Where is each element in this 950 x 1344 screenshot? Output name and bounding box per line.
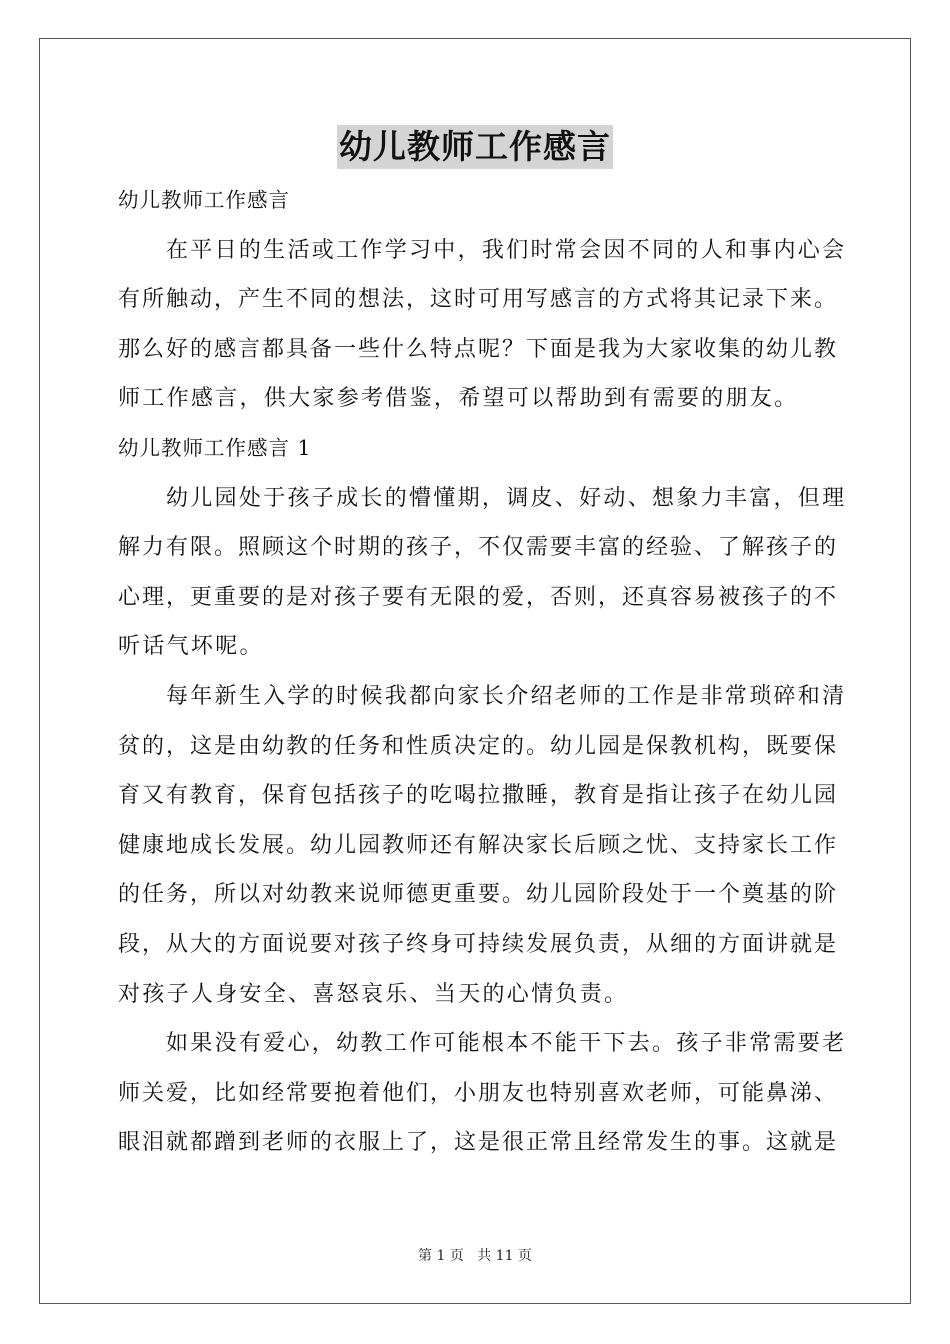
page-footer bbox=[0, 1246, 950, 1266]
text-line: 健康地成长发展。幼儿园教师还有解决家长后顾之忧、支持家长工作 bbox=[118, 832, 836, 858]
title-container bbox=[0, 125, 950, 169]
paragraph-2 bbox=[118, 672, 847, 1019]
page-total: 共 11 页 bbox=[477, 1248, 532, 1264]
text-line: 每年新生入学的时候我都向家长介绍老师的工作是非常琐碎和清 bbox=[166, 683, 847, 709]
section-heading: 幼儿教师工作感言 1 bbox=[118, 435, 312, 460]
text-line: 贫的，这是由幼教的任务和性质决定的。幼儿园是保教机构，既要保 bbox=[118, 733, 836, 759]
text-line: 对孩子人身安全、喜怒哀乐、当天的心情负责。 bbox=[118, 981, 629, 1007]
text-line: 师关爱，比如经常要抱着他们，小朋友也特别喜欢老师，可能鼻涕、 bbox=[118, 1080, 836, 1106]
text-line: 听话气坏呢。 bbox=[118, 634, 264, 660]
document-body bbox=[118, 176, 847, 1168]
text-line: 在平日的生活或工作学习中，我们时常会因不同的人和事内心会 bbox=[166, 237, 847, 263]
paragraph-1 bbox=[118, 474, 847, 672]
document-title: 幼儿教师工作感言 bbox=[337, 125, 613, 169]
text-line: 师工作感言，供大家参考借鉴，希望可以帮助到有需要的朋友。 bbox=[118, 386, 799, 412]
text-line: 幼儿园处于孩子成长的懵懂期，调皮、好动、想象力丰富，但理 bbox=[166, 485, 847, 511]
paragraph-3 bbox=[118, 1019, 847, 1168]
text-line: 段，从大的方面说要对孩子终身可持续发展负责，从细的方面讲就是 bbox=[118, 931, 836, 957]
text-line: 育又有教育，保育包括孩子的吃喝拉撒睡，教育是指让孩子在幼儿园 bbox=[118, 783, 836, 809]
document-subtitle: 幼儿教师工作感言 bbox=[118, 188, 290, 212]
text-line: 解力有限。照顾这个时期的孩子，不仅需要丰富的经验、了解孩子的 bbox=[118, 535, 836, 561]
text-line: 有所触动，产生不同的想法，这时可用写感言的方式将其记录下来。 bbox=[118, 287, 836, 313]
intro-paragraph bbox=[118, 226, 847, 424]
text-line: 的任务，所以对幼教来说师德更重要。幼儿园阶段处于一个奠基的阶 bbox=[118, 882, 836, 908]
text-line: 如果没有爱心，幼教工作可能根本不能干下去。孩子非常需要老 bbox=[166, 1031, 847, 1057]
text-line: 心理，更重要的是对孩子要有无限的爱，否则，还真容易被孩子的不 bbox=[118, 584, 836, 610]
page-number: 第 1 页 bbox=[418, 1248, 464, 1264]
text-line: 眼泪就都蹭到老师的衣服上了，这是很正常且经常发生的事。这就是 bbox=[118, 1130, 836, 1156]
text-line: 那么好的感言都具备一些什么特点呢？下面是我为大家收集的幼儿教 bbox=[118, 336, 836, 362]
